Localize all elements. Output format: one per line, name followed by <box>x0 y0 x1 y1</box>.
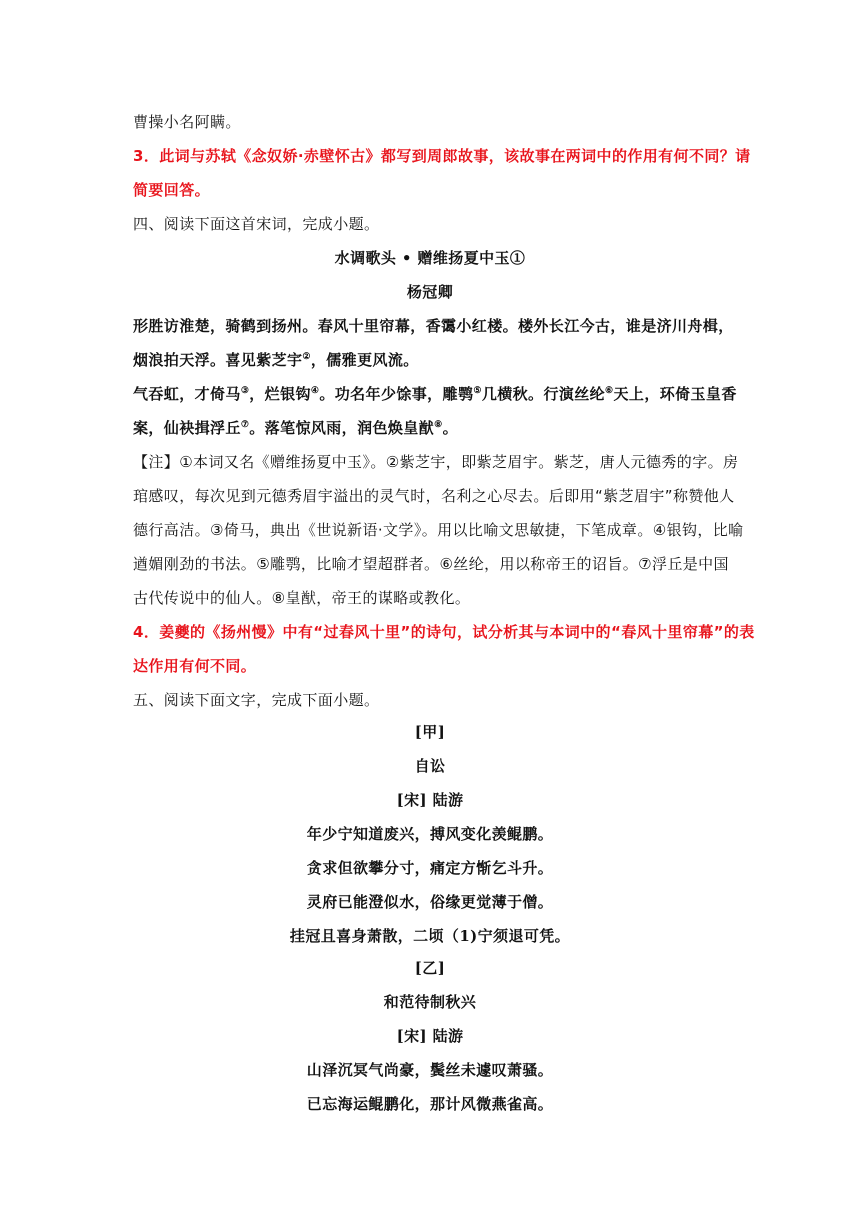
question-3-line-1: 3．此词与苏轼《念奴娇·赤壁怀古》都写到周郎故事，该故事在两词中的作用有何不同？请 <box>133 147 751 165</box>
question-3-line-2: 简要回答。 <box>133 181 211 199</box>
poem-a-label: [甲] <box>414 723 446 741</box>
question-4-line-1: 4．姜夔的《扬州慢》中有“过春风十里”的诗句，试分析其与本词中的“春风十里帘幕”的表 <box>133 623 755 641</box>
poem-title: 水调歌头 • 赠维扬夏中玉① <box>334 249 526 267</box>
poem-a-verse: 挂冠且喜身萧散，二顷（1)宁须退可凭。 <box>289 927 571 945</box>
poem-b-title: 和范待制秋兴 <box>383 993 477 1011</box>
poem-text-line: 案，仙袂揖浮丘⑦。落笔惊风雨，润色焕皇猷⑧。 <box>133 419 458 437</box>
poem-text-line: 形胜访淮楚，骑鹤到扬州。春风十里帘幕，香霭小红楼。楼外长江今古，谁是济川舟楫， <box>133 317 734 335</box>
question-4-line-2: 达作用有何不同。 <box>133 657 257 675</box>
note-line: 古代传说中的仙人。⑧皇猷，帝王的谋略或教化。 <box>133 589 471 607</box>
poem-b-author: [宋] 陆游 <box>396 1027 464 1045</box>
poem-a-title: 自讼 <box>414 757 446 775</box>
section-5-heading: 五、阅读下面文字，完成下面小题。 <box>133 691 380 709</box>
poem-b-verse: 山泽沉冥气尚豪，鬓丝未遽叹萧骚。 <box>306 1061 554 1079</box>
poem-b-label: [乙] <box>414 959 446 977</box>
note-line: 德行高洁。③倚马，典出《世说新语·文学》。用以比喻文思敏捷，下笔成章。④银钩，比喻 <box>133 521 744 539</box>
poem-author: 杨冠卿 <box>406 283 454 301</box>
section-4-heading: 四、阅读下面这首宋词，完成小题。 <box>133 215 380 233</box>
poem-b-verse: 已忘海运鲲鹏化，那计风微燕雀高。 <box>306 1095 554 1113</box>
poem-text-line: 烟浪拍天浮。喜见紫芝宇②，儒雅更风流。 <box>133 351 419 369</box>
note-line: 琯感叹，每次见到元德秀眉宇溢出的灵气时，名利之心尽去。后即用“紫芝眉宇”称赞他人 <box>133 487 735 505</box>
poem-text-line: 气吞虹，才倚马③，烂银钩④。功名年少馀事，雕鹗⑤几横秋。行演丝纶⑥天上，环倚玉皇香 <box>133 385 737 403</box>
poem-a-verse: 年少宁知道废兴，搏风变化羡鲲鹏。 <box>306 825 554 843</box>
poem-a-verse: 灵府已能澄似水，俗缘更觉薄于僧。 <box>306 893 554 911</box>
text-line: 曹操小名阿瞒。 <box>133 113 241 131</box>
note-line: 遒媚刚劲的书法。⑤雕鹗，比喻才望超群者。⑥丝纶，用以称帝王的诏旨。⑦浮丘是中国 <box>133 555 729 573</box>
poem-a-author: [宋] 陆游 <box>396 791 464 809</box>
poem-a-verse: 贪求但欲攀分寸，痛定方惭乞斗升。 <box>306 859 554 877</box>
note-line: 【注】①本词又名《赠维扬夏中玉》。②紫芝宇，即紫芝眉宇。紫芝，唐人元德秀的字。房 <box>133 453 739 471</box>
